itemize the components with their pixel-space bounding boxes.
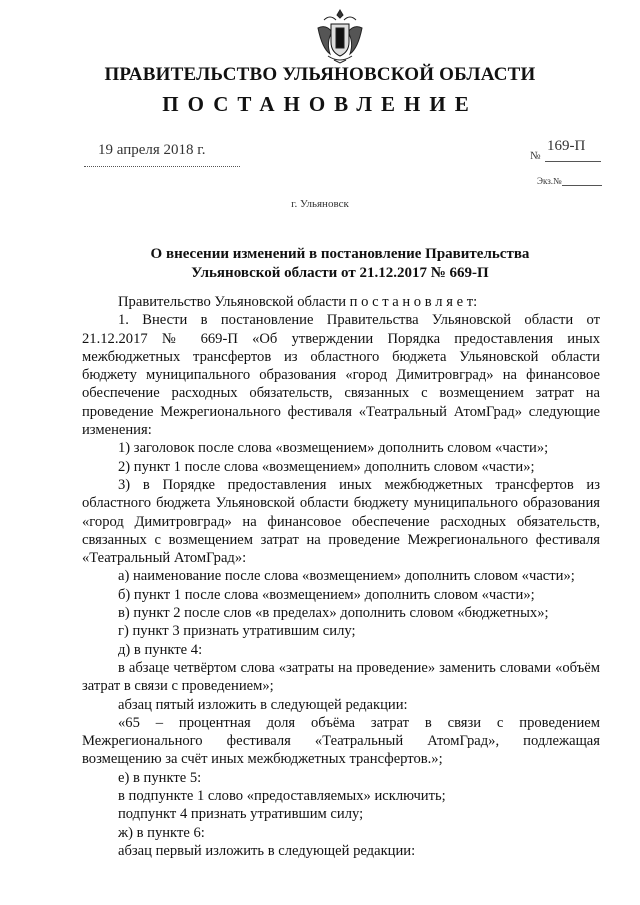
paragraph-e-sub-1: в подпункте 1 слово «предоставляемых» исключить; xyxy=(118,788,446,805)
government-name: ПРАВИТЕЛЬСТВО УЛЬЯНОВСКОЙ ОБЛАСТИ xyxy=(104,64,536,85)
document-body xyxy=(82,293,600,860)
document-type: ПОСТАНОВЛЕНИЕ xyxy=(162,92,478,116)
paragraph-d-quote: «65 – процентная доля объёма затрат в связи с проведением Межрегионального фестиваля «Театральный АтомГрад», подлежащая возмещению за счёт иных межбюджетных трансфертов.»; xyxy=(82,714,600,768)
paragraph-subitem-a: а) наименование после слова «возмещением» дополнить словом «части»; xyxy=(118,568,575,585)
paragraph-preamble: Правительство Ульяновской области п о с т а н о в л я е т: xyxy=(118,294,478,310)
paragraph-subitem-d: д) в пункте 4: xyxy=(118,641,203,658)
document-heading xyxy=(80,245,600,283)
paragraph-subitem-v: в) пункт 2 после слов «в пределах» дополнить словом «бюджетных»; xyxy=(118,605,549,622)
paragraph-subitem-3: 3) в Порядке предоставления иных межбюджетных трансфертов из областного бюджета Ульяновской области бюджету муниципального образования «город Димитровград» на финансовое обеспечение расходных обязательств, связанных с возмещением затрат на проведение Межрегионального фестиваля «Театральный АтомГрад»: xyxy=(82,476,600,567)
paragraph-subitem-b: б) пункт 1 после слова «возмещением» дополнить словом «части»; xyxy=(118,586,535,603)
paragraph-subitem-g: г) пункт 3 признать утратившим силу; xyxy=(118,623,356,640)
paragraph-subitem-e: е) в пункте 5: xyxy=(118,769,202,786)
heading-line-2: Ульяновской области от 21.12.2017 № 669-П xyxy=(191,265,489,281)
document-number: 169-П xyxy=(547,138,586,154)
paragraph-item-1: 1. Внести в постановление Правительства Ульяновской области от 21.12.2017 № 669-П «Об утверждении Порядка предоставления иных межбюджетных трансфертов из областного бюджета Ульяновской области бюджету муниципального образования «город Димитровград» на финансовое обеспечение расходных обязательств, связанных с возмещением затрат на проведение Межрегионального фестиваля «Театральный АтомГрад» следующие изменения: xyxy=(82,312,600,439)
date-underline xyxy=(84,166,240,167)
city: г. Ульяновск xyxy=(291,198,349,210)
paragraph-subitem-1: 1) заголовок после слова «возмещением» дополнить словом «части»; xyxy=(118,440,549,457)
copy-number-underline xyxy=(562,185,602,186)
paragraph-d-abzac-5: абзац пятый изложить в следующей редакции: xyxy=(118,696,408,713)
paragraph-subitem-zh: ж) в пункте 6: xyxy=(118,824,205,841)
paragraph-subitem-2: 2) пункт 1 после слова «возмещением» дополнить словом «части»; xyxy=(118,458,535,475)
coat-of-arms-icon xyxy=(314,6,366,64)
paragraph-d-abzac-4: в абзаце четвёртом слова «затраты на проведение» заменить словами «объём затрат в связи с проведением»; xyxy=(82,659,600,695)
heading-line-1: О внесении изменений в постановление Правительства xyxy=(150,246,530,262)
paragraph-zh-abzac-1: абзац первый изложить в следующей редакции: xyxy=(118,842,416,859)
document-date: 19 апреля 2018 г. xyxy=(98,142,206,158)
number-underline xyxy=(545,161,601,162)
paragraph-e-sub-4: подпункт 4 признать утратившим силу; xyxy=(118,806,364,823)
number-label: № xyxy=(530,150,541,162)
copy-number-label: Экз.№ xyxy=(537,176,562,186)
